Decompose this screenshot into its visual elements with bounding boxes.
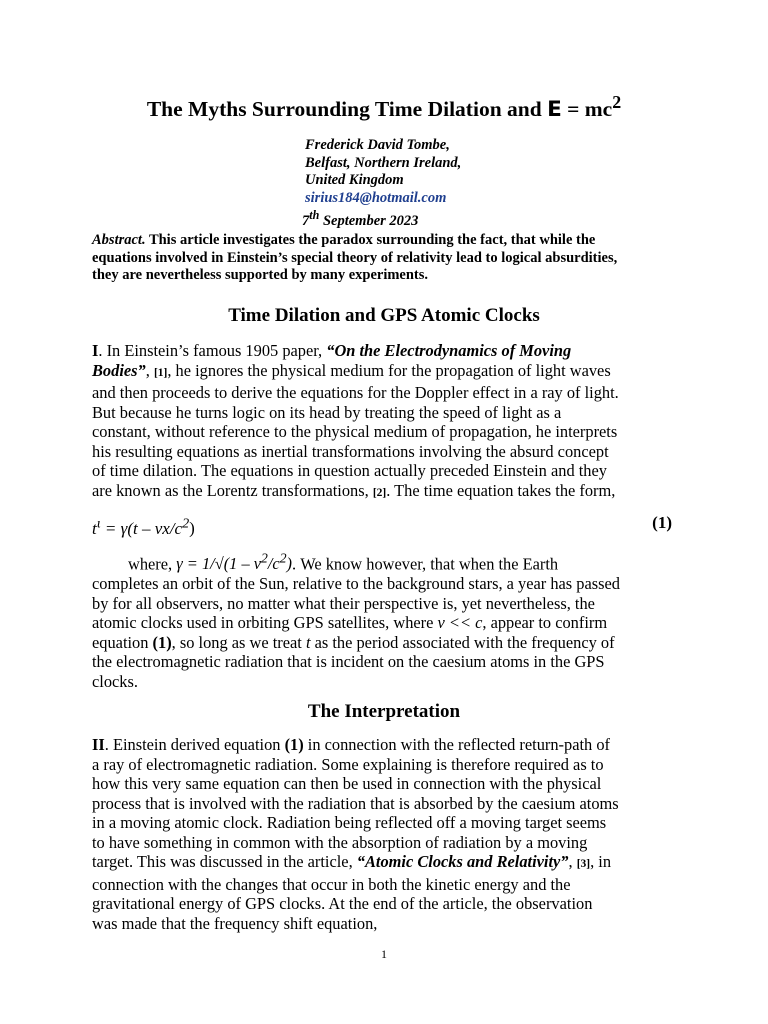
- paragraph-section-1: I. In Einstein’s famous 1905 paper, “On the Electrodynamics of Moving Bodies”, [1], he ignores the physical medium for the propagation of light waves and then proceeds to derive the equations for the Doppler effect in a ray of light. But because he turns logic on its head by treating the speed of light as a constant, without reference to the physical medium of propagation, he interprets his resulting equations as inertial transformations involving the absurd concept of time dilation. The equations in question actually preceded Einstein and they are known as the Lorentz transformations, [2]. The time equation takes the form,: [92, 341, 619, 500]
- title-text: The Myths Surrounding Time Dilation and: [146, 97, 548, 122]
- reference-1: [1]: [153, 366, 168, 379]
- abstract: Abstract. This article investigates the paradox surrounding the fact, that while the equations involved in Einstein’s special theory of relativity lead to logical absurdities, they are nevertheless supported by many experiments.: [92, 232, 618, 283]
- reference-3: [3]: [576, 858, 591, 871]
- citation-title: “On the Electrodynamics of Moving: [326, 341, 572, 360]
- title-superscript: 2: [612, 92, 622, 112]
- page-number: 1: [381, 947, 387, 961]
- publication-date: 7th September 2023: [302, 208, 419, 229]
- author-block: [302, 137, 462, 230]
- title-energy-symbol: E: [547, 97, 562, 123]
- author-email-link[interactable]: sirius184@hotmail.com: [305, 189, 447, 206]
- equation-1: $t^\iota = \gamma(t - vx/c^2)$ (1): [92, 513, 672, 538]
- citation-title: “Atomic Clocks and Relativity”: [356, 852, 569, 872]
- author-country: United Kingdom: [305, 172, 404, 188]
- paragraph-section-2: II. Einstein derived equation (1) in connection with the reflected return-path of a ray of electromagnetic radiation. Some explaining is therefore required as to how this very same equation can then be used in connection with the physical process that is involved with the radiation that is absorbed by the caesium atoms in a moving atomic clock. Radiation being reflected off a moving target seems to have something in common with the absorption of radiation by a moving target. This was discussed in the article, “Atomic Clocks and Relativity”, [3], in connection with the changes that occur in both the kinetic energy and the gravitational energy of GPS clocks. At the end of the article, the observation was made that the frequency shift equation,: [92, 735, 619, 933]
- section-heading-time-dilation: Time Dilation and GPS Atomic Clocks: [228, 305, 540, 326]
- reference-2: [2]: [372, 486, 387, 499]
- paragraph-2: where, $\gamma = 1/√(1 - v^2/c^2)$. We know however, that when the Earth completes an orbit of the Sun, relative to the background stars, a year has passed by for all observers, no matter what their perspective is, yet nevertheless, the atomic clocks used in orbiting GPS satellites, where v << c, appear to confirm equation (1), so long as we treat t as the period associated with the frequency of the electromagnetic radiation that is incident on the caesium atoms in the GPS clocks.: [92, 551, 620, 691]
- abstract-label: Abstract.: [92, 232, 146, 248]
- section-heading-interpretation: The Interpretation: [307, 701, 461, 722]
- author-city: Belfast, Northern Ireland,: [305, 154, 462, 171]
- author-name: Frederick David Tombe,: [305, 137, 450, 153]
- equation-number: (1): [652, 513, 672, 532]
- title-equation-text: = mc: [561, 97, 613, 122]
- paper-title: [0, 88, 768, 124]
